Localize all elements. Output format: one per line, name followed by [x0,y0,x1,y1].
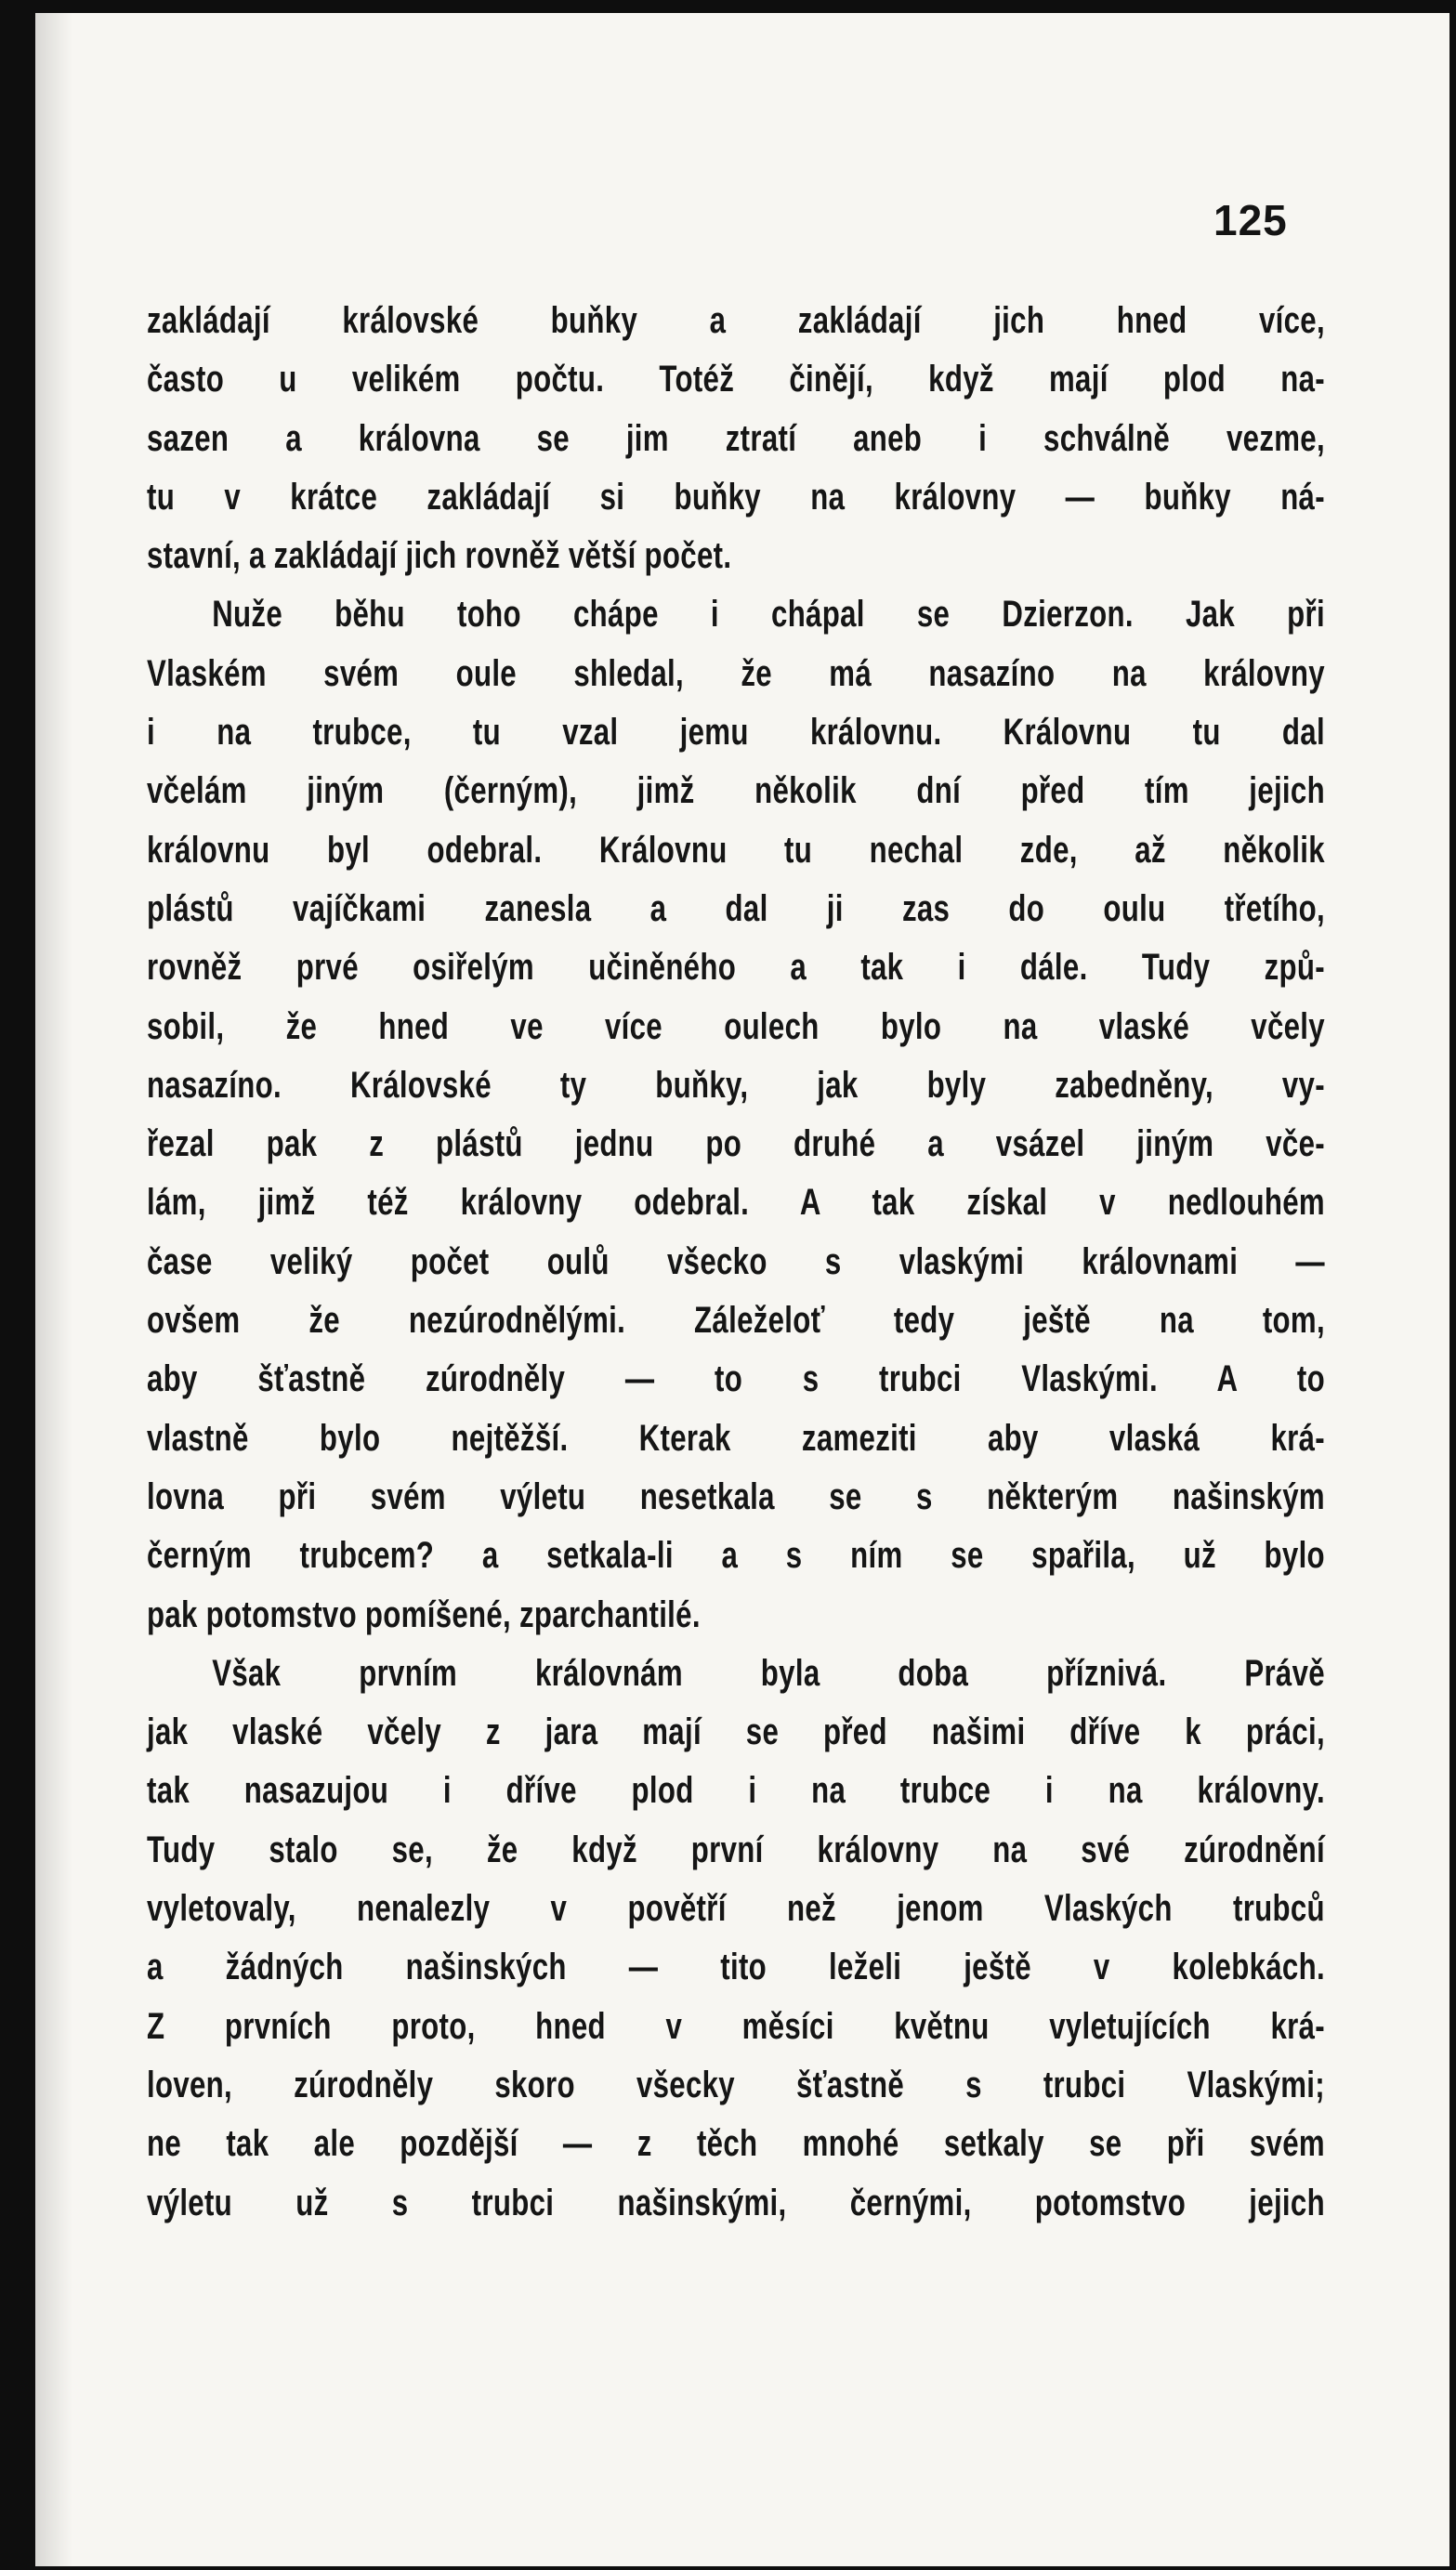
body-text [147,292,1325,2233]
text-line: aby šťastně zúrodněly — to s trubci Vlaskými. A to [147,1358,1325,1400]
text-line: i na trubce, tu vzal jemu královnu. Královnu tu dal [147,712,1325,754]
text-line: stavní, a zakládají jich rovněž větší počet. [147,535,732,577]
text-line: vlastně bylo nejtěžší. Kterak zameziti aby vlaská krá- [147,1417,1325,1459]
text-line: a žádných našinských — tito leželi ještě v kolebkách. [147,1947,1325,1988]
text-line: tu v krátce zakládají si buňky na královny — buňky ná- [147,476,1325,518]
text-line: sazen a královna se jim ztratí aneb i schválně vezme, [147,417,1325,459]
page-number: 125 [1213,196,1288,244]
text-line: lám, jimž též královny odebral. A tak získal v nedlouhém [147,1182,1325,1224]
book-page [35,13,1449,2566]
text-line: plástů vajíčkami zanesla a dal ji zas do oulu třetího, [147,887,1325,929]
text-line: včelám jiným (černým), jimž několik dní před tím jejich [147,770,1325,812]
text-line: tak nasazujou i dříve plod i na trubce i na královny. [147,1770,1325,1812]
text-line: čase veliký počet oulů všecko s vlaskými královnami — [147,1240,1325,1282]
text-line: řezal pak z plástů jednu po druhé a vsázel jiným vče- [147,1123,1325,1165]
text-line: výletu už s trubci našinskými, černými, potomstvo jejich [147,2182,1325,2223]
text-line: Z prvních proto, hned v měsíci květnu vyletujících krá- [147,2005,1325,2047]
text-line: Tudy stalo se, že když první královny na své zúrodnění [147,1829,1325,1870]
text-line: Však prvním královnám byla doba příznivá. Právě [212,1652,1325,1694]
text-line: zakládají královské buňky a zakládají jich hned více, [147,300,1325,341]
text-line: jak vlaské včely z jara mají se před našimi dříve k práci, [147,1711,1325,1753]
text-line: Vlaském svém oule shledal, že má nasazíno na královny [147,652,1325,694]
text-line: často u velikém počtu. Totéž činějí, když mají plod na- [147,359,1325,400]
text-line: Nuže běhu toho chápe i chápal se Dzierzon. Jak při [212,594,1325,636]
text-line: pak potomstvo pomíšené, zparchantilé. [147,1593,701,1635]
text-line: královnu byl odebral. Královnu tu nechal zde, až několik [147,829,1325,871]
text-line: rovněž prvé osiřelým učiněného a tak i dále. Tudy způ- [147,947,1325,989]
text-line: lovna při svém výletu nesetkala se s některým našinským [147,1475,1325,1517]
text-line: ne tak ale pozdější — z těch mnohé setkaly se při svém [147,2123,1325,2165]
text-line: loven, zúrodněly skoro všecky šťastně s trubci Vlaskými; [147,2064,1325,2105]
text-line: nasazíno. Královské ty buňky, jak byly zabedněny, vy- [147,1064,1325,1106]
text-line: sobil, že hned ve více oulech bylo na vlaské včely [147,1005,1325,1047]
text-line: černým trubcem? a setkala-li a s ním se spařila, už bylo [147,1535,1325,1577]
text-line: vyletovaly, nenalezly v povětří než jenom Vlaských trubců [147,1888,1325,1930]
text-line: ovšem že nezúrodnělými. Záleželoť tedy ještě na tom, [147,1300,1325,1342]
